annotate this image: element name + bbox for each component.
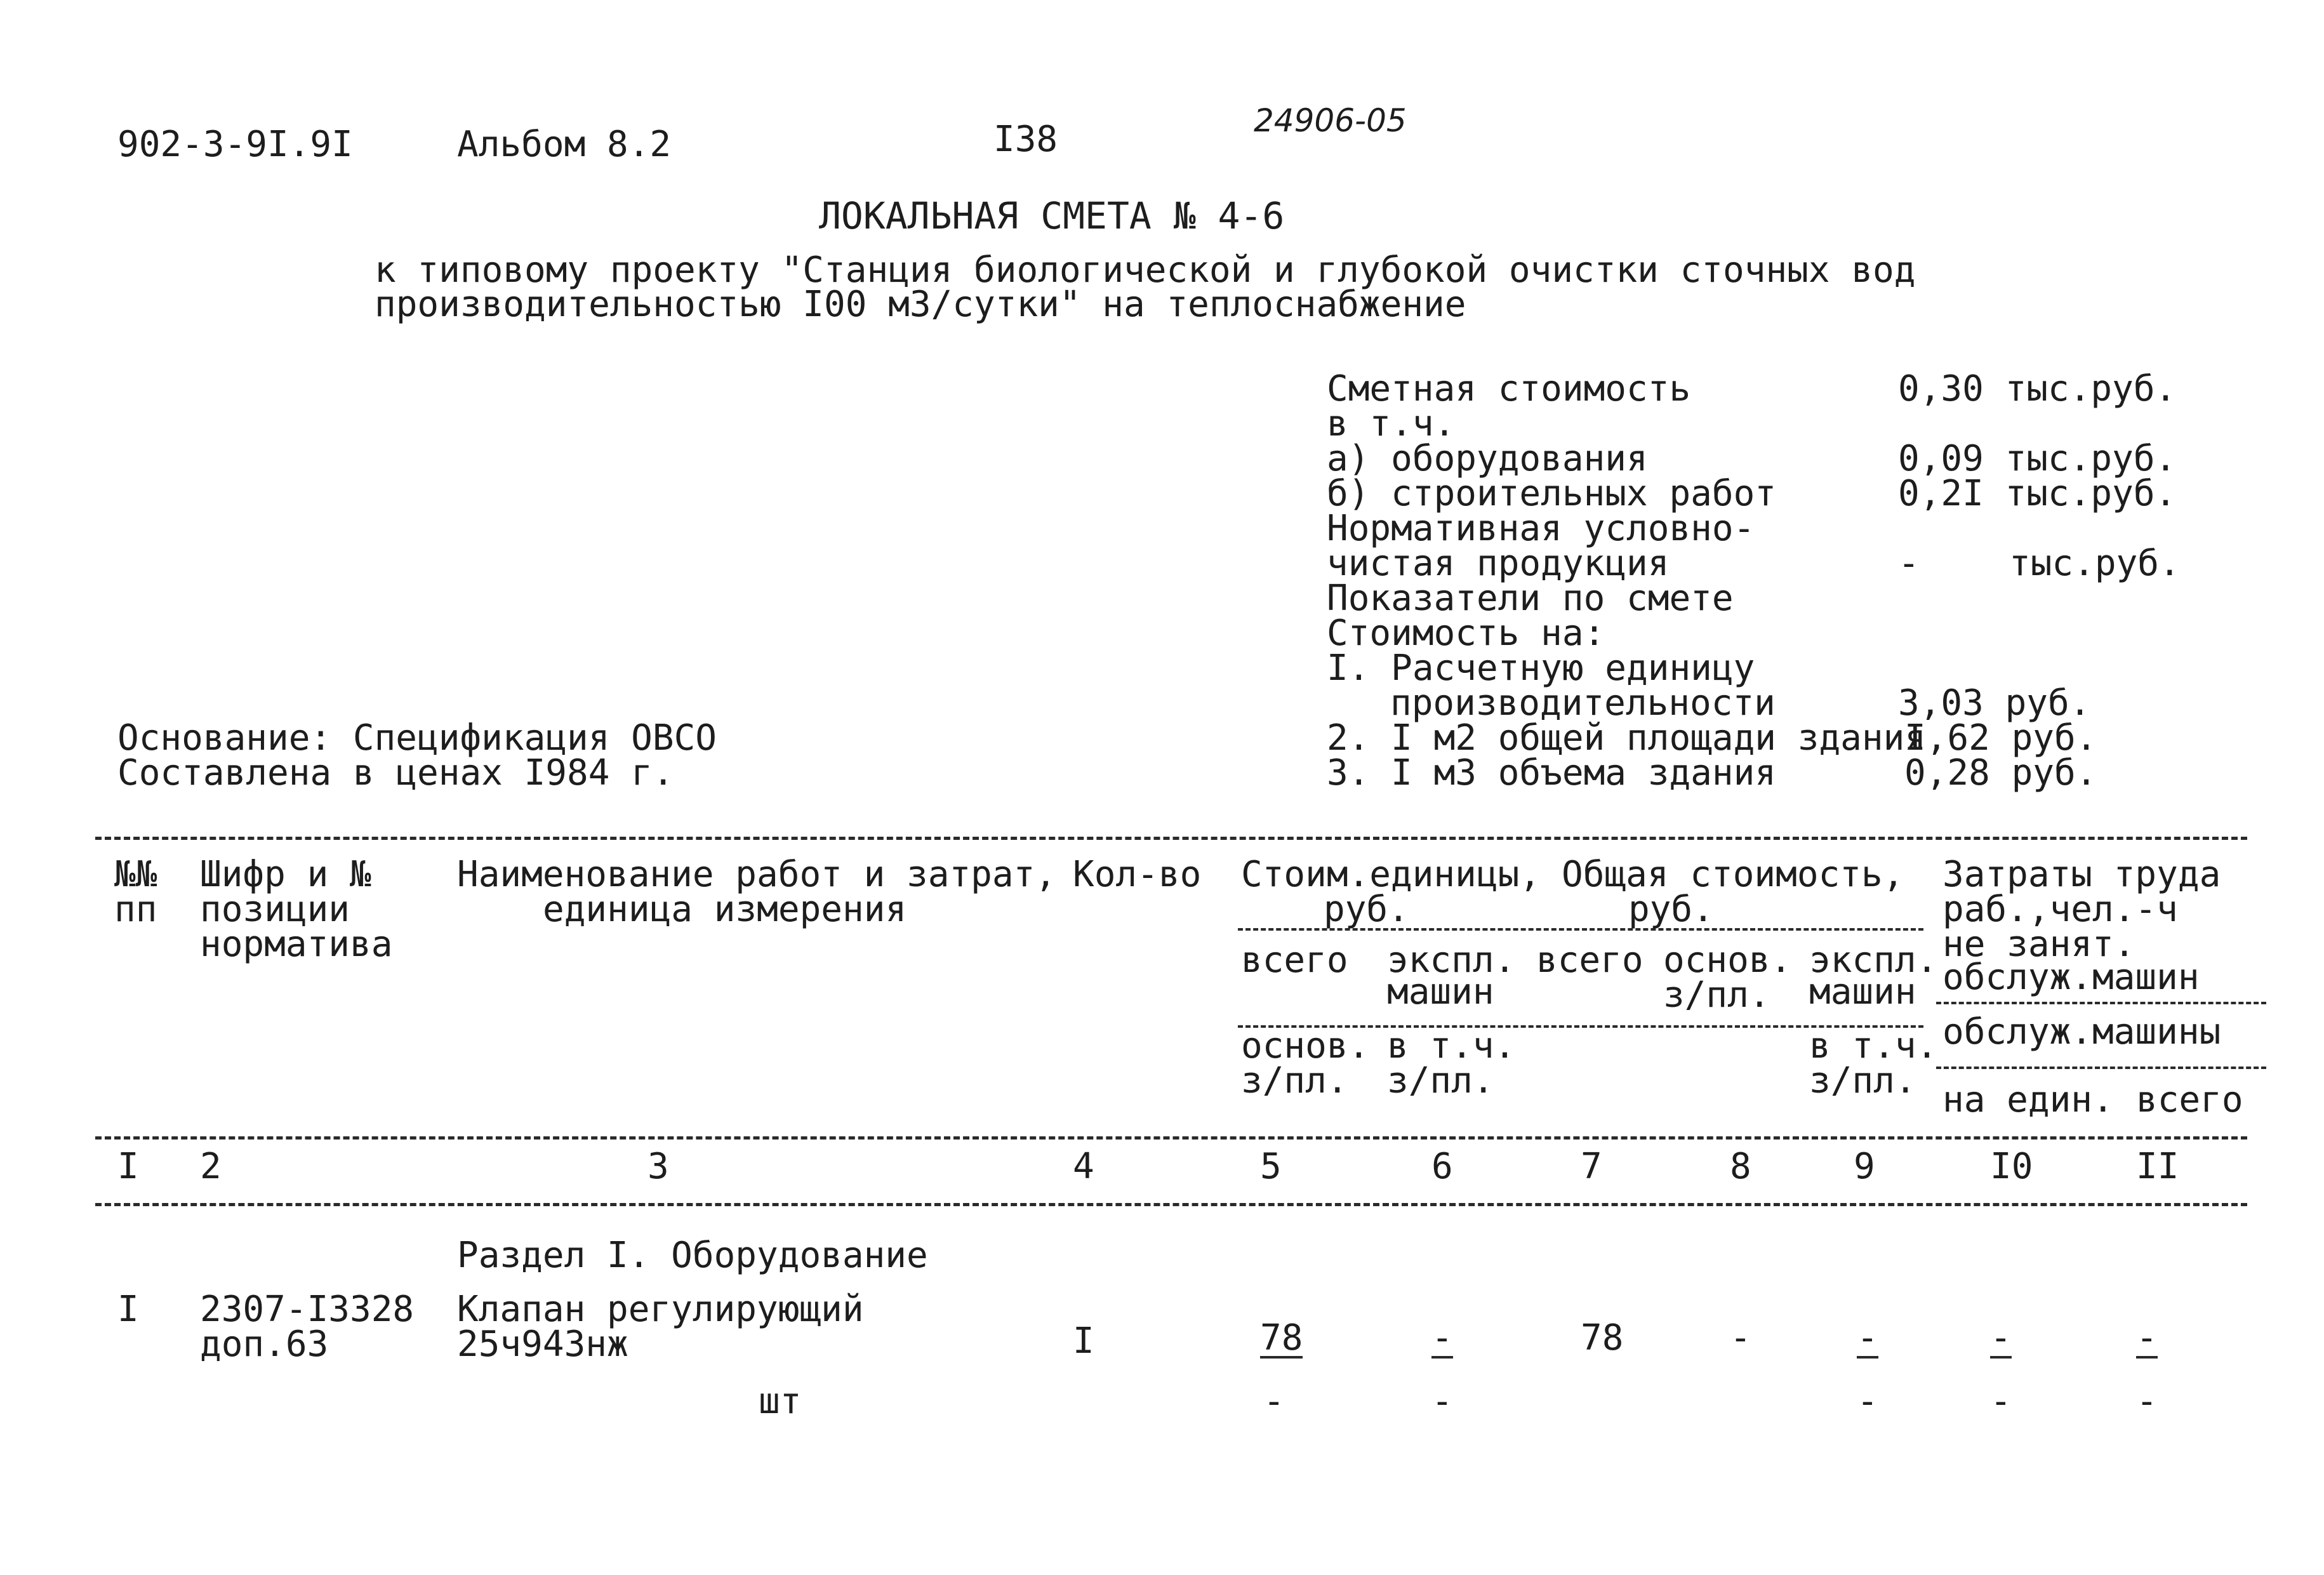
- header-col6-top-2: машин: [1387, 971, 1494, 1013]
- table-top-rule: [95, 837, 2247, 840]
- column-number: 2: [200, 1146, 222, 1187]
- equipment-label: а) оборудования: [1327, 438, 1648, 479]
- header-total-cost-2: руб.: [1628, 889, 1714, 930]
- row-total-machine: -: [1857, 1317, 1878, 1359]
- column-numbers-rule: [95, 1203, 2247, 1206]
- column-number: I: [117, 1146, 139, 1187]
- indicator-3-value: 0,28 руб.: [1904, 752, 2097, 794]
- header-code-3: норматива: [200, 924, 393, 965]
- labor-rule-2: [1936, 1067, 2266, 1069]
- header-unit-cost-2: руб.: [1324, 889, 1409, 930]
- row-unit: шт: [759, 1381, 802, 1422]
- column-number: 7: [1581, 1146, 1602, 1187]
- column-number: I0: [1990, 1146, 2033, 1187]
- header-name-2: единица измерения: [543, 889, 907, 930]
- equipment-value: 0,09 тыс.руб.: [1898, 438, 2177, 479]
- estimated-cost-value: 0,30 тыс.руб.: [1898, 368, 2177, 409]
- header-labor-3: не занят.: [1942, 924, 2135, 965]
- row-labor-total-2: -: [2136, 1381, 2158, 1422]
- indicator-2-label: 2. I м2 общей площади здания: [1327, 717, 1927, 759]
- header-num-2: пп: [114, 889, 157, 930]
- construction-value: 0,2I тыс.руб.: [1898, 473, 2177, 514]
- row-total-cost: 78: [1581, 1317, 1624, 1359]
- header-col6-bottom-2: з/пл.: [1387, 1060, 1494, 1101]
- indicator-3-label: 3. I м3 объема здания: [1327, 752, 1777, 794]
- row-qty: I: [1073, 1320, 1094, 1362]
- basis-line-1: Основание: Спецификация ОВСО: [117, 717, 717, 759]
- normative-label-2: чистая продукция: [1327, 543, 1670, 584]
- row-unit-basic-wage: -: [1263, 1381, 1285, 1422]
- indicators-label: Показатели по смете: [1327, 578, 1734, 619]
- header-unit-cost-1: Стоим.единицы,: [1241, 854, 1541, 895]
- column-number: 3: [647, 1146, 669, 1187]
- header-labor-total: всего: [2136, 1079, 2243, 1120]
- header-code-1: Шифр и №: [200, 854, 371, 895]
- row-machine-cost: -: [1431, 1317, 1453, 1359]
- row-total-machine-wage: -: [1857, 1381, 1878, 1422]
- album-number: Альбом 8.2: [457, 124, 672, 165]
- page-number: I38: [993, 119, 1058, 160]
- cost-on-label: Стоимость на:: [1327, 613, 1605, 654]
- header-labor-5: обслуж.машины: [1942, 1011, 2221, 1053]
- header-col9-bottom-1: в т.ч.: [1809, 1025, 1938, 1067]
- row-code-2: доп.63: [200, 1324, 329, 1365]
- incl-label: в т.ч.: [1327, 403, 1456, 444]
- header-col5-top: всего: [1241, 940, 1348, 981]
- labor-rule-1: [1936, 1002, 2266, 1004]
- header-labor-2: раб.,чел.-ч: [1942, 889, 2178, 930]
- row-labor-total: -: [2136, 1317, 2158, 1359]
- header-total-cost-1: Общая стоимость,: [1562, 854, 1904, 895]
- header-col6-bottom-1: в т.ч.: [1387, 1025, 1516, 1067]
- row-machine-wage: -: [1431, 1381, 1453, 1422]
- handwritten-number: 24906-05: [1254, 102, 1407, 139]
- column-number: 8: [1730, 1146, 1751, 1187]
- row-name-2: 25ч943нж: [457, 1324, 628, 1365]
- header-code-2: позиции: [200, 889, 350, 930]
- subtitle-line-2: производительностью I00 м3/сутки" на теплоснабжение: [375, 284, 1466, 325]
- header-col7: всего: [1536, 940, 1643, 981]
- basis-line-2: Составлена в ценах I984 г.: [117, 752, 674, 794]
- row-code-1: 2307-I3328: [200, 1289, 415, 1330]
- header-qty: Кол-во: [1073, 854, 1202, 895]
- header-col5-bottom-1: основ.: [1241, 1025, 1370, 1067]
- column-number: II: [2136, 1146, 2179, 1187]
- row-number: I: [117, 1289, 139, 1330]
- construction-label: б) строительных работ: [1327, 473, 1777, 514]
- project-code: 902-3-9I.9I: [117, 124, 353, 165]
- header-labor-unit: на един.: [1942, 1079, 2114, 1120]
- indicator-1-line-2: производительности: [1390, 682, 1776, 724]
- estimate-title: ЛОКАЛЬНАЯ СМЕТА № 4-6: [819, 194, 1285, 237]
- indicator-1-value: 3,03 руб.: [1898, 682, 2091, 724]
- header-col8-1: основ.: [1663, 940, 1792, 981]
- row-basic-wage: -: [1730, 1317, 1751, 1359]
- estimated-cost-label: Сметная стоимость: [1327, 368, 1691, 409]
- normative-dash: -: [1898, 543, 1920, 584]
- section-title: Раздел I. Оборудование: [457, 1235, 928, 1276]
- header-bottom-rule: [95, 1136, 2247, 1140]
- header-col9-top-2: машин: [1809, 971, 1916, 1013]
- indicator-2-value: I,62 руб.: [1904, 717, 2097, 759]
- row-name-1: Клапан регулирующий: [457, 1289, 864, 1330]
- header-col9-bottom-2: з/пл.: [1809, 1060, 1916, 1101]
- normative-label-1: Нормативная условно-: [1327, 508, 1755, 549]
- header-num-1: №№: [114, 854, 157, 895]
- header-col9-top-1: экспл.: [1809, 940, 1938, 981]
- header-col6-top-1: экспл.: [1387, 940, 1516, 981]
- header-col5-bottom-2: з/пл.: [1241, 1060, 1348, 1101]
- header-labor-4: обслуж.машин: [1942, 957, 2200, 998]
- row-labor-unit: -: [1990, 1317, 2012, 1359]
- header-col8-2: з/пл.: [1663, 974, 1770, 1016]
- normative-unit: тыс.руб.: [2009, 543, 2181, 584]
- row-unit-cost-total: 78: [1260, 1317, 1303, 1359]
- column-number: 9: [1854, 1146, 1875, 1187]
- subtitle-line-1: к типовому проекту "Станция биологической и глубокой очистки сточных вод: [375, 249, 1916, 291]
- column-number: 6: [1431, 1146, 1453, 1187]
- header-labor-1: Затраты труда: [1942, 854, 2221, 895]
- column-number: 4: [1073, 1146, 1094, 1187]
- row-labor-unit-2: -: [1990, 1381, 2012, 1422]
- header-name-1: Наименование работ и затрат,: [457, 854, 1057, 895]
- column-number: 5: [1260, 1146, 1282, 1187]
- indicator-1-line-1: I. Расчетную единицу: [1327, 648, 1755, 689]
